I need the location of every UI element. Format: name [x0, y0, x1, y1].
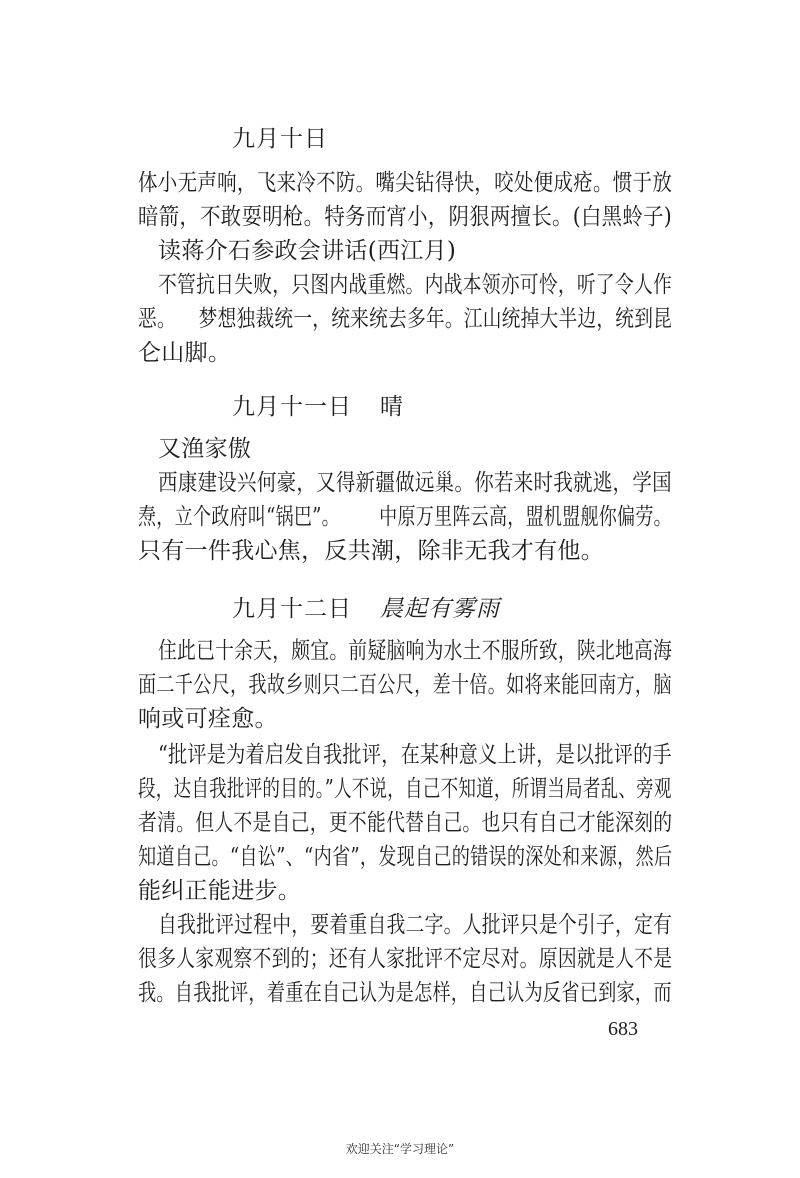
entry-weather: 晨起有雾雨 — [380, 596, 500, 622]
text-line: 我。自我批评，着重在自己认为是怎样，自己认为反省已到家，而 — [138, 980, 672, 1006]
text-line: 能纠正能进步。 — [138, 878, 302, 904]
entry-date: 九月十二日 — [232, 596, 352, 622]
text-line: 只有一件我心焦，反共潮，除非无我才有他。 — [138, 538, 604, 564]
entry-date: 九月十日 — [232, 126, 328, 152]
text-line: 响或可痊愈。 — [138, 706, 278, 732]
text-line: 暗箭，不敢耍明枪。特务而宵小，阴狠两擅长。(白黑蛉子) — [138, 204, 673, 230]
text-fragment: 中原万里阵云高，盟机盟舰你偏劳。 — [379, 504, 672, 530]
page-number: 683 — [608, 1018, 638, 1040]
text-line: 知道自己。“自讼”、“内省”，发现自己的错误的深处和来源，然后 — [138, 844, 673, 870]
entry-date-heading — [232, 120, 328, 153]
text-line: 住此已十余天，颇宜。前疑脑响为水土不服所致，陕北地高海 — [158, 638, 673, 664]
text-line: 西康建设兴何豪，又得新疆做远巢。你若来时我就逃，学国 — [158, 470, 672, 496]
text-fragment: 梦想独裁统一，统来统去多年。江山统掉大半边，统到昆 — [198, 306, 673, 332]
entry-weather: 晴 — [380, 394, 404, 420]
text-line — [138, 502, 672, 532]
footer-caption: 欢迎关注“学习理论” — [345, 1142, 455, 1156]
text-line: 段，达自我批评的目的。”人不说，自己不知道，所谓当局者乱、旁观 — [138, 776, 672, 802]
text-fragment: 焘，立个政府叫“锅巴”。 — [138, 504, 340, 530]
text-line: “批评是为着启发自我批评，在某种意义上讲，是以批评的手 — [158, 742, 672, 768]
text-line — [138, 304, 672, 334]
text-fragment: 恶。 — [138, 306, 176, 332]
entry-date-heading — [232, 388, 404, 421]
text-line: 自我批评过程中，要着重自我二字。人批评只是个引子，定有 — [158, 912, 673, 938]
text-line: 体小无声响，飞来冷不防。嘴尖钻得快，咬处便成疮。惯于放 — [138, 170, 673, 196]
text-line: 面二千公尺，我故乡则只二百公尺，差十倍。如将来能回南方，脑 — [138, 672, 672, 698]
text-line: 仑山脚。 — [138, 340, 232, 366]
text-line: 者清。但人不是自己，更不能代替自己。也只有自己才能深刻的 — [138, 810, 673, 836]
entry-date-heading — [232, 590, 500, 623]
entry-date: 九月十一日 — [232, 394, 352, 420]
text-line: 又渔家傲 — [158, 436, 252, 462]
text-line: 很多人家观察不到的；还有人家批评不定尽对。原因就是人不是 — [138, 946, 673, 972]
text-line: 不管抗日失败，只图内战重燃。内战本领亦可怜，听了令人作 — [158, 272, 673, 298]
text-line: 读蒋介石参政会讲话(西江月) — [158, 238, 457, 264]
